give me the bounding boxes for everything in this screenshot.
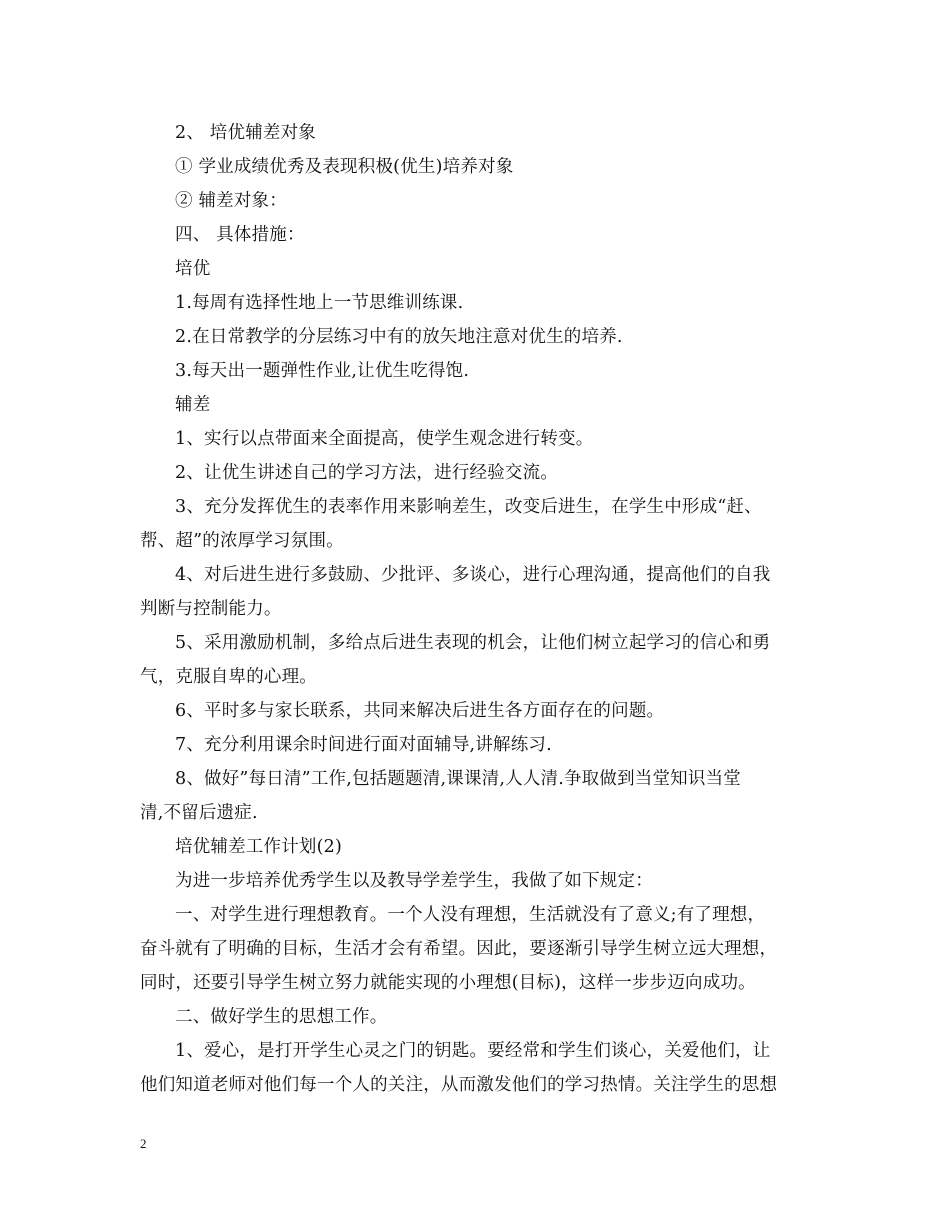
text-line: 一、对学生进行理想教育。一个人没有理想，生活就没有了意义;有了理想， [175, 905, 766, 925]
text-line: 3.每天出一题弹性作业,让优生吃得饱. [175, 361, 470, 381]
text-line: 3、充分发挥优生的表率作用来影响差生，改变后进生，在学生中形成“赶、 [175, 497, 762, 517]
text-line: 帮、超”的浓厚学习氛围。 [140, 531, 344, 551]
text-line: 2、让优生讲述自己的学习方法，进行经验交流。 [175, 463, 559, 483]
text-line: 为进一步培养优秀学生以及教导学差学生，我做了如下规定： [175, 871, 653, 891]
text-line: ① 学业成绩优秀及表现积极(优生)培养对象 [175, 157, 514, 177]
text-line: 8、做好”每日清”工作,包括题题清,课课清,人人清.争取做到当堂知识当堂 [175, 769, 741, 789]
text-line: 四、 具体措施： [175, 225, 305, 245]
text-line: 2.在日常教学的分层练习中有的放矢地注意对优生的培养. [175, 327, 623, 347]
document-body [140, 116, 820, 1102]
text-line: ② 辅差对象： [175, 191, 287, 211]
text-line: 1、实行以点带面来全面提高，使学生观念进行转变。 [175, 429, 594, 449]
text-line: 培优 [175, 259, 211, 279]
text-line: 1、爱心，是打开学生心灵之门的钥匙。要经常和学生们谈心，关爱他们，让 [175, 1041, 771, 1061]
text-line: 二、做好学生的思想工作。 [175, 1007, 388, 1027]
text-line: 5、采用激励机制，多给点后进生表现的机会，让他们树立起学习的信心和勇 [175, 633, 771, 653]
text-line: 6、平时多与家长联系，共同来解决后进生各方面存在的问题。 [175, 701, 665, 721]
page-number: 2 [140, 1136, 147, 1151]
text-line: 奋斗就有了明确的目标，生活才会有希望。因此，要逐渐引导学生树立远大理想， [140, 939, 778, 959]
text-line: 7、充分利用课余时间进行面对面辅导,讲解练习. [175, 735, 552, 755]
text-line: 判断与控制能力。 [140, 599, 282, 619]
text-line: 2、 培优辅差对象 [175, 123, 316, 143]
text-line: 同时，还要引导学生树立努力就能实现的小理想(目标)，这样一步步迈向成功。 [140, 973, 756, 993]
text-line: 他们知道老师对他们每一个人的关注，从而激发他们的学习热情。关注学生的思想 [140, 1075, 778, 1095]
text-line: 培优辅差工作计划(2) [175, 837, 342, 857]
text-line: 4、对后进生进行多鼓励、少批评、多谈心，进行心理沟通，提高他们的自我 [175, 565, 771, 585]
text-line: 气，克服自卑的心理。 [140, 667, 317, 687]
text-line: 清,不留后遗症. [140, 803, 258, 823]
text-line: 辅差 [175, 395, 211, 415]
text-line: 1.每周有选择性地上一节思维训练课. [175, 293, 464, 313]
